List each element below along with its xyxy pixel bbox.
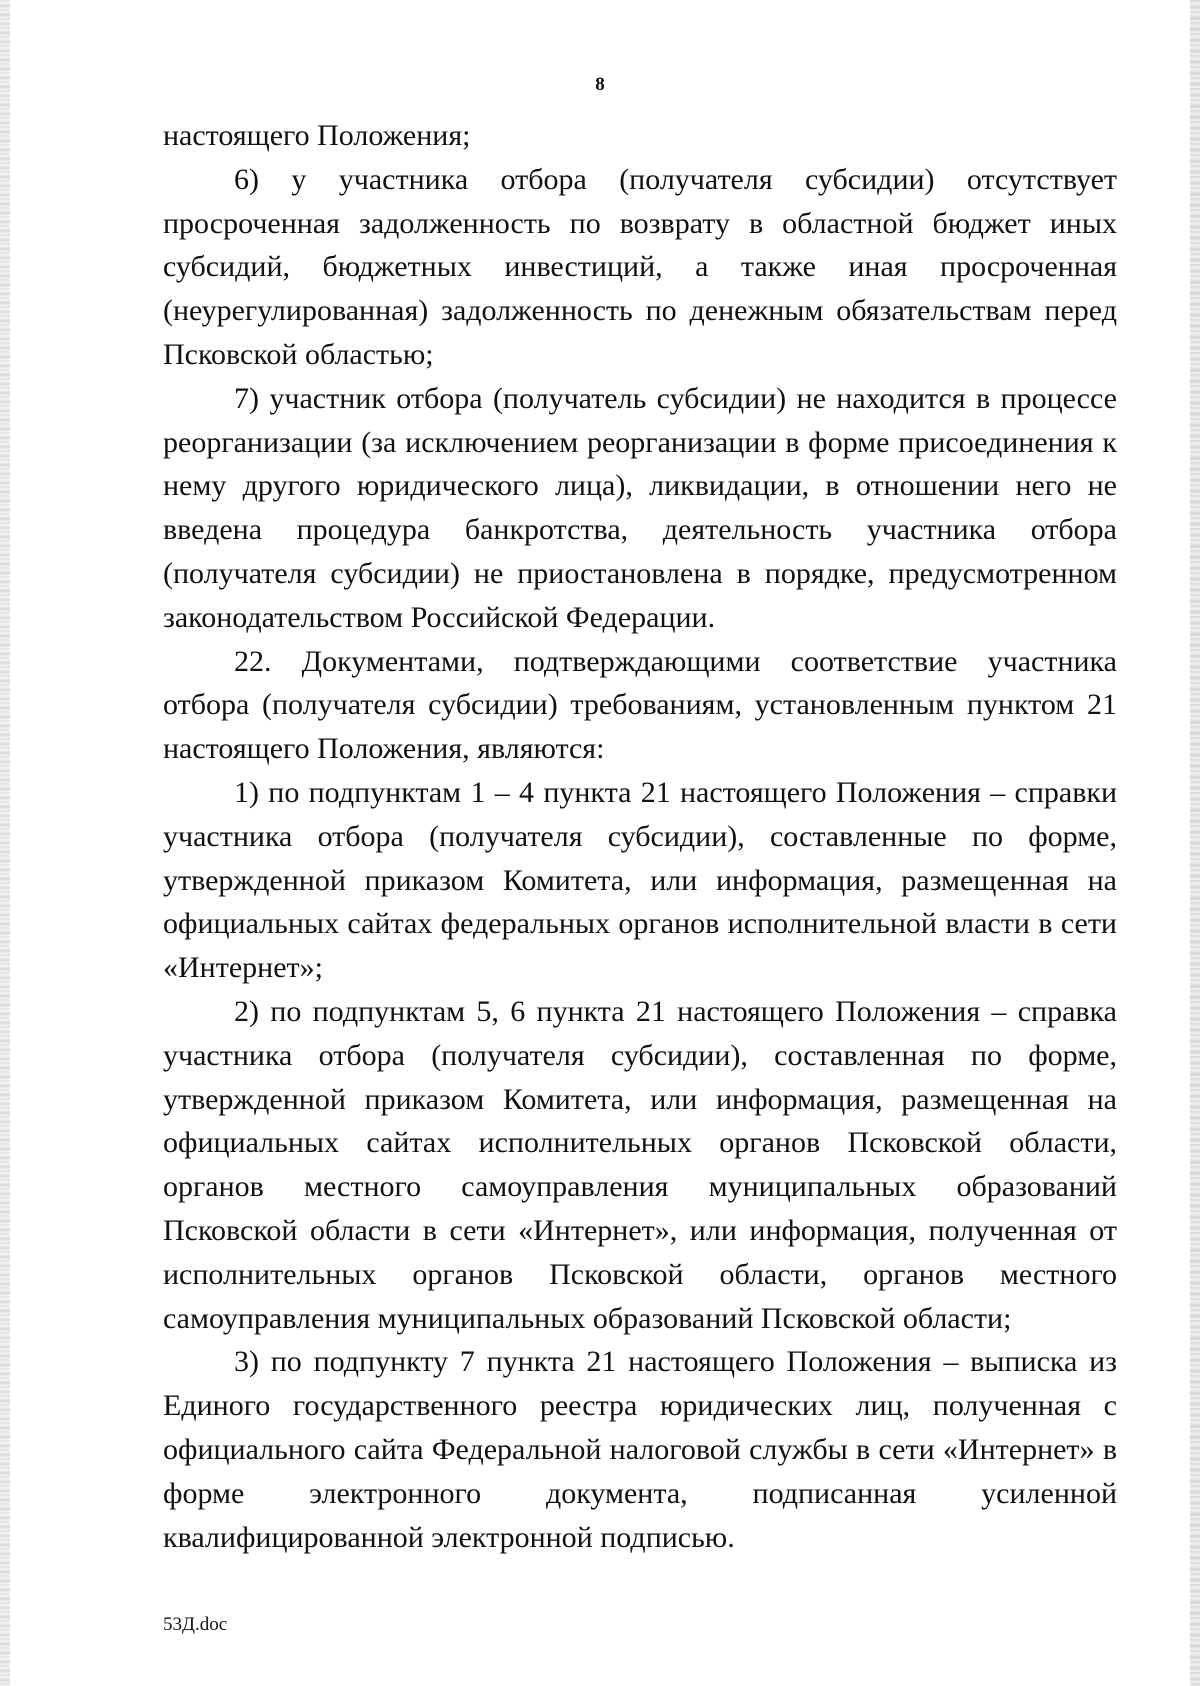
paragraph-clause-22: 22. Документами, подтверждающими соответствие участника отбора (получателя субсидии) требованиям, установленным пунктом 21 настоящего Положения, являются:: [163, 644, 1117, 766]
page-number: 8: [595, 74, 605, 95]
paragraph-subitem-2: 2) по подпунктам 5, 6 пункта 21 настоящего Положения – справка участника отбора (получателя субсидии), составленная по форме, утвержденной приказом Комитета, или информация, размещенная на официальных сайтах исполнительных органов Псковской области, органов местного самоуправления муниципальных образований Псковской области в сети «Интернет», или информация, полученная от исполнительных органов Псковской области, органов местного самоуправления муниципальных образований Псковской области;: [163, 994, 1117, 1335]
paragraph-subitem-1: 1) по подпунктам 1 – 4 пункта 21 настоящего Положения – справки участника отбора (получателя субсидии), составленные по форме, утвержденной приказом Комитета, или информация, размещенная на официальных сайтах федеральных органов исполнительной власти в сети «Интернет»;: [163, 775, 1117, 985]
footer-filename: 53Д.doc: [163, 1614, 228, 1635]
paragraph-subitem-3: 3) по подпункту 7 пункта 21 настоящего Положения – выписка из Единого государственного реестра юридических лиц, полученная с официального сайта Федеральной налоговой службы в сети «Интернет» в форме электронного документа, подписанная усиленной квалифицированной электронной подписью.: [163, 1345, 1117, 1554]
document-body: [163, 114, 1117, 1559]
scan-edge-left: [0, 0, 10, 1686]
paragraph-continuation: настоящего Положения;: [163, 119, 471, 152]
paragraph-item-6: 6) у участника отбора (получателя субсидии) отсутствует просроченная задолженность по возврату в областной бюджет иных субсидий, бюджетных инвестиций, а также иная просроченная (неурегулированная) задолженность по денежным обязательствам перед Псковской областью;: [163, 162, 1117, 371]
paragraph-item-7: 7) участник отбора (получатель субсидии) не находится в процессе реорганизации (за исключением реорганизации в форме присоединения к нему другого юридического лица), ликвидации, в отношении него не введена процедура банкротства, деятельность участника отбора (получателя субсидии) не приостановлена в порядке, предусмотренном законодательством Российской Федерации.: [163, 381, 1117, 634]
scan-edge-right: [1190, 0, 1200, 1686]
